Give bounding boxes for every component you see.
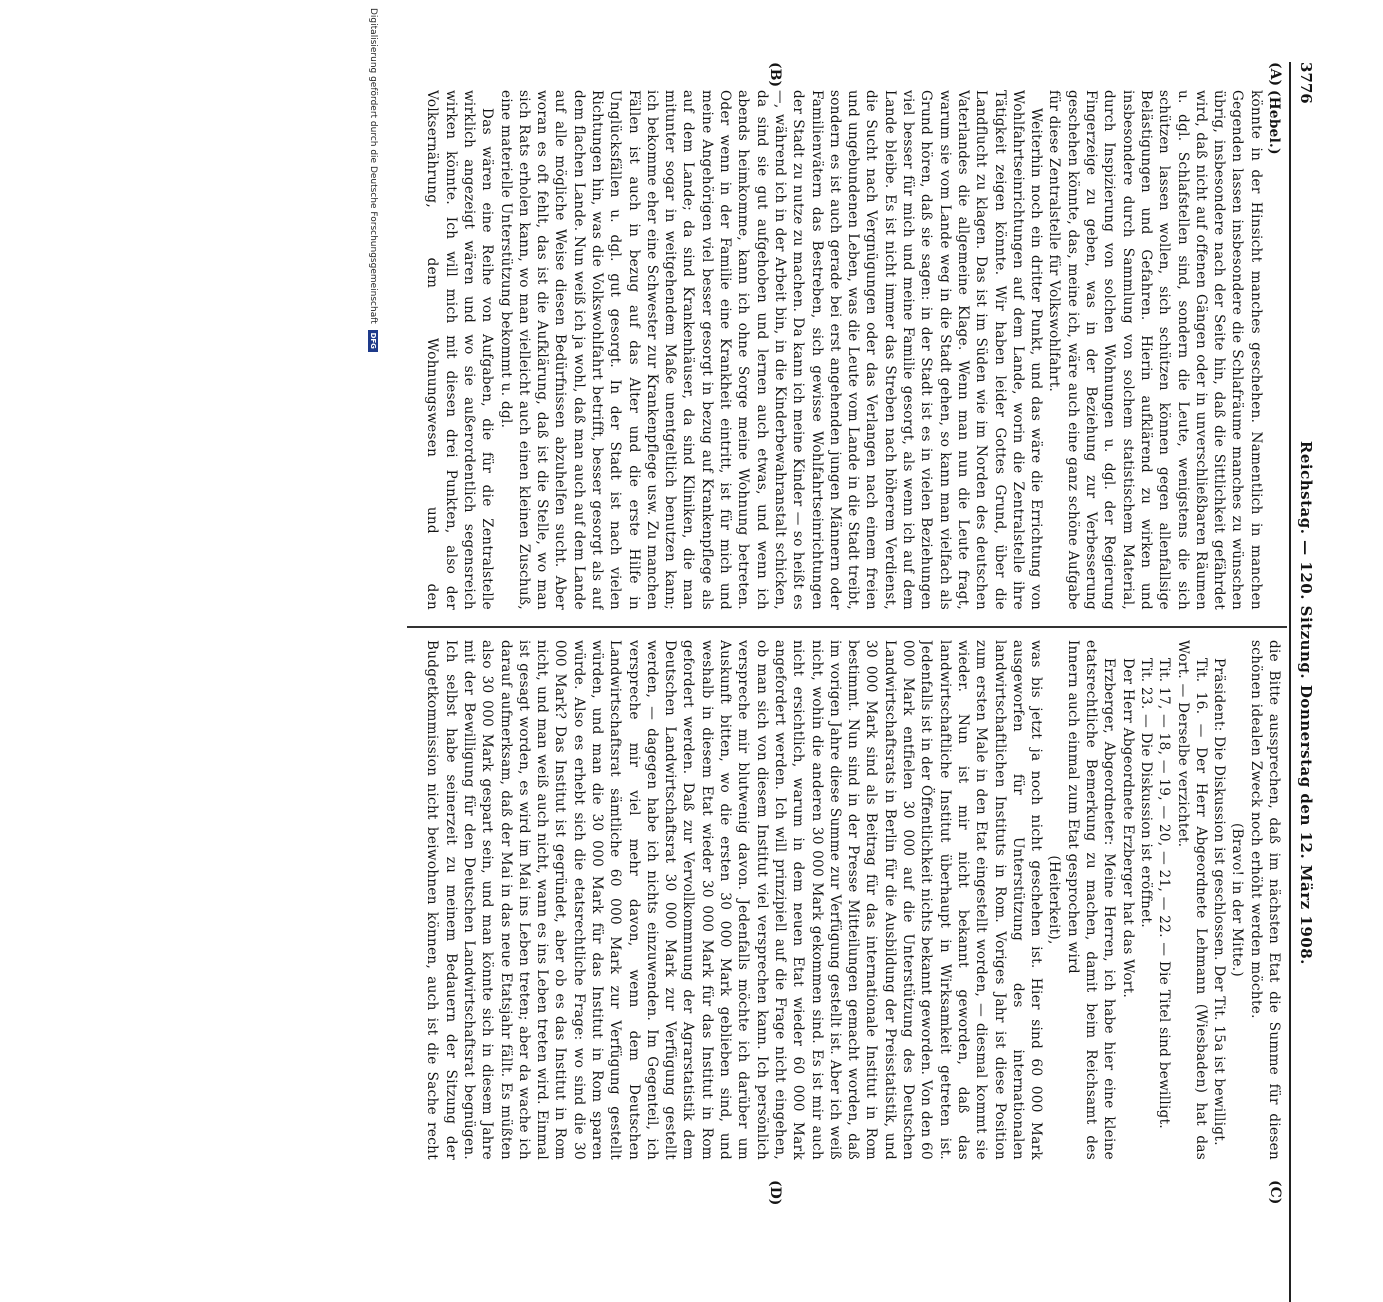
paragraph: könnte in der Hinsicht manches geschehen. Namentlich in manchen Gegenden lassen insbesondere die Schlafräume manches zu wünschen übrig, insbesondere nach der Seite hin, daß die Sittlichkeit gefährdet wird, daß nicht auf offenen Gängen oder in unverschließbaren Räumen u. dgl. Schlafstellen sind, sondern die Leute, wenigstens die sich schützen lassen wollen, sich schützen können gegen allenfallsige Belästigungen und Gefahren. Hierin aufklärend zu wirken und insbesondere durch Sammlung von solchem statistischem Material, durch Inspizierung von solchen Wohnungen u. dgl. der Regierung Fingerzeige zu geben, was in der Beziehung zur Verbesserung geschehen könnte, das, meine ich, wäre auch eine ganz schöne Aufgabe für diese Zentralstelle für Volkswohlfahrt.: [1046, 90, 1264, 610]
margin-mark-b: (B): [767, 62, 783, 88]
speaker-heading: (Hebel.): [1266, 90, 1282, 155]
interjection: (Bravo! in der Mitte.): [1229, 823, 1246, 977]
margin-mark-a: (A): [1267, 62, 1283, 87]
digitization-credit: [368, 8, 378, 352]
margin-mark-c: (C): [1267, 1180, 1283, 1205]
paragraph: Tit. 17, — 18, — 19, — 20, — 21, — 22. — Die Titel sind bewilligt.: [1156, 658, 1173, 1130]
paragraph: die Bitte aussprechen, daß im nächsten Etat die Summe für diesen schönen idealen Zweck noch erhöht werden möchte.: [1247, 640, 1282, 1160]
header-rule: [1289, 62, 1291, 1302]
credit-text: Digitalisierung gefördert durch die Deutsche Forschungsgemeinschaft: [368, 8, 378, 324]
paragraph: Tit. 23. — Die Diskussion ist eröffnet.: [1137, 658, 1154, 928]
left-text-column: [423, 90, 1283, 610]
column-divider: [407, 626, 1287, 628]
dfg-logo: DFG: [368, 330, 378, 352]
paragraph: Das wären eine Reihe von Aufgaben, die für die Zentralstelle wirklich angezeigt wären und wo sie außerordentlich segensreich wirken könnte. Ich will mich mit diesen drei Punkten, also der Volksernährung, dem Wohnungswesen und den: [424, 90, 496, 610]
paragraph: Weiterhin noch ein dritter Punkt, und das wäre die Errichtung von Wohlfahrtseinrichtungen auf dem Lande, worin die Zentralstelle ihre Tätigkeit zeigen könnte. Wir haben leider Gottes Grund, über die Landflucht zu klagen. Das ist im Süden wie im Norden des deutschen Vaterlandes die allgemeine Klage. Wenn man nun die Leute fragt, warum sie vom Lande weg in die Stadt gehen, so kann man vielfach als Grund hören, daß sie sagen: in der Stadt ist es in vielen Beziehungen viel besser für mich und meine Familie gesorgt, als wenn ich auf dem Lande bleibe. Es ist nicht immer das Streben nach höherem Verdienst, die Sucht nach Vergnügungen oder das Verlangen nach einem freien und ungebundenen Leben, was die Leute vom Lande in die Stadt treibt, sondern es ist auch gerade bei erst angehenden jungen Männern oder Familienvätern das Bestreben, sich gewisse Wohlfahrtseinrichtungen der Stadt zu nutze zu machen. Da kann ich meine Kinder — so heißt es —, während ich in der Arbeit bin, in die Kinderbewahranstalt schicken, da sind sie gut aufgehoben und lernen auch etwas, und wenn ich abends heimkomme, kann ich ohne Sorge meine Wohnung betreten. Oder wenn in der Familie eine Krankheit eintritt, ist für mich und meine Angehörigen viel besser gesorgt in bezug auf Krankenpflege als auf dem Lande; da sind Krankenhäuser, da sind Kliniken, die man mitunter sogar in weitgehendem Maße unentgeltlich benutzen kann; ich bekomme eher eine Schwester zur Krankenpflege usw. Zu manchen Fällen ist auch in bezug auf das Alter und die erste Hilfe in Unglücksfällen u. dgl. gut gesorgt. In der Stadt ist nach vielen Richtungen hin, was die Volkswohlfahrt betrifft, besser gesorgt als auf dem flachen Lande. Nun weiß ich ja wohl, daß man auch auf dem Lande auf alle mögliche Weise diesen Bedürfnissen abzuhelfen sucht. Aber woran es oft fehlt, das ist die Aufklärung, daß ist die Stelle, wo man sich Rats erholen kann, wo man vielleicht auch einen kleinen Zuschuß, eine materielle Unterstützung bekommt u. dgl.: [497, 90, 1045, 610]
running-title: Reichstag. — 120. Sitzung. Donnerstag den 12. März 1908.: [1297, 440, 1315, 965]
interjection: (Heiterkeit),: [1046, 855, 1063, 945]
paragraph: was bis jetzt ja noch nicht geschehen ist. Hier sind 60 000 Mark ausgeworfen für Unterstützung des internationalen landwirtschaftlichen Instituts in Rom. Voriges Jahr ist diese Position zum ersten Male in den Etat eingestellt worden, — diesmal kommt sie wieder. Nun ist mir nicht bekannt geworden, daß das landwirtschaftliche Institut überhaupt in Wirksamkeit getreten ist. Jedenfalls ist in der Öffentlichkeit nichts bekannt geworden. Von den 60 000 Mark entfielen 30 000 auf die Unterstützung des Deutschen Landwirtschaftsrats in Berlin für die Ausbildung der Preisstatistik, und 30 000 Mark sind als Beitrag für das internationale Institut in Rom bestimmt. Nun sind in der Presse Mitteilungen gemacht worden, daß im vorigen Jahre diese Summe zur Verfügung gestellt ist. Aber ich weiß nicht, wohin die anderen 30 000 Mark gekommen sind. Es ist mir auch nicht ersichtlich, warum in dem neuen Etat wieder 60 000 Mark angefordert werden. Ich will prinzipiell auf die Frage nicht eingehen, ob man sich von diesem Institut viel versprechen kann. Ich persönlich verspreche mir blutwenig davon. Jedenfalls möchte ich darüber um Auskunft bitten, wo die ersten 30 000 Mark geblieben sind, und weshalb in diesem Etat wieder 30 000 Mark für das Institut in Rom gefordert werden. Daß zur Vervollkommnung der Agrarstatistik dem Deutschen Landwirtschaftsrat 30 000 Mark zur Verfügung gestellt werden, — dagegen habe ich nichts einzuwenden. Im Gegenteil, ich verspreche mir viel mehr davon, wenn dem Deutschen Landwirtschaftsrat sämtliche 60 000 Mark zur Verfügung gestellt würden, und man die 30 000 Mark für das Institut in Rom sparen würde. Also es erhebt sich die etatsrechtliche Frage: wo sind die 30 000 Mark? Das Institut ist gegründet, aber ob es das Institut in Rom nicht, und man weiß auch nicht, wann es ins Leben treten wird. Einmal ist gesagt worden, es wird im Mai ins Leben treten; aber da wache ich darauf aufmerksam, daß der Mai in das neue Etatsjahr fällt. Es müßten also 30 000 Mark gespart sein, und man könnte sich in diesem Jahre mit der Bewilligung für den Deutschen Landwirtschaftsrat begnügen. Ich selbst habe seinerzeit zu meinem Bedauern der Sitzung der Budgetkommission nicht beiwohnen können, auch ist die Sache recht: [424, 640, 1045, 1160]
paragraph: Tit. 16. — Der Herr Abgeordnete Lehmann (Wiesbaden) hat das Wort. — Derselbe verzichtet.: [1174, 640, 1209, 1160]
margin-mark-d: (D): [767, 1180, 783, 1206]
right-text-column: [423, 640, 1283, 1160]
paragraph: Präsident: Die Diskussion ist geschlossen. Der Tit. 15a ist bewilligt.: [1211, 658, 1228, 1146]
paragraph: Erzberger, Abgeordneter: Meine Herren, ich habe hier eine kleine etatsrechtliche Bemerkung zu machen, damit beim Reichsamt des Innern auch einmal zum Etat gesprochen wird: [1064, 640, 1118, 1160]
paragraph: Der Herr Abgeordnete Erzberger hat das Wort.: [1119, 658, 1136, 999]
page-header: [1293, 62, 1315, 1302]
page-number: 3776: [1297, 62, 1315, 104]
